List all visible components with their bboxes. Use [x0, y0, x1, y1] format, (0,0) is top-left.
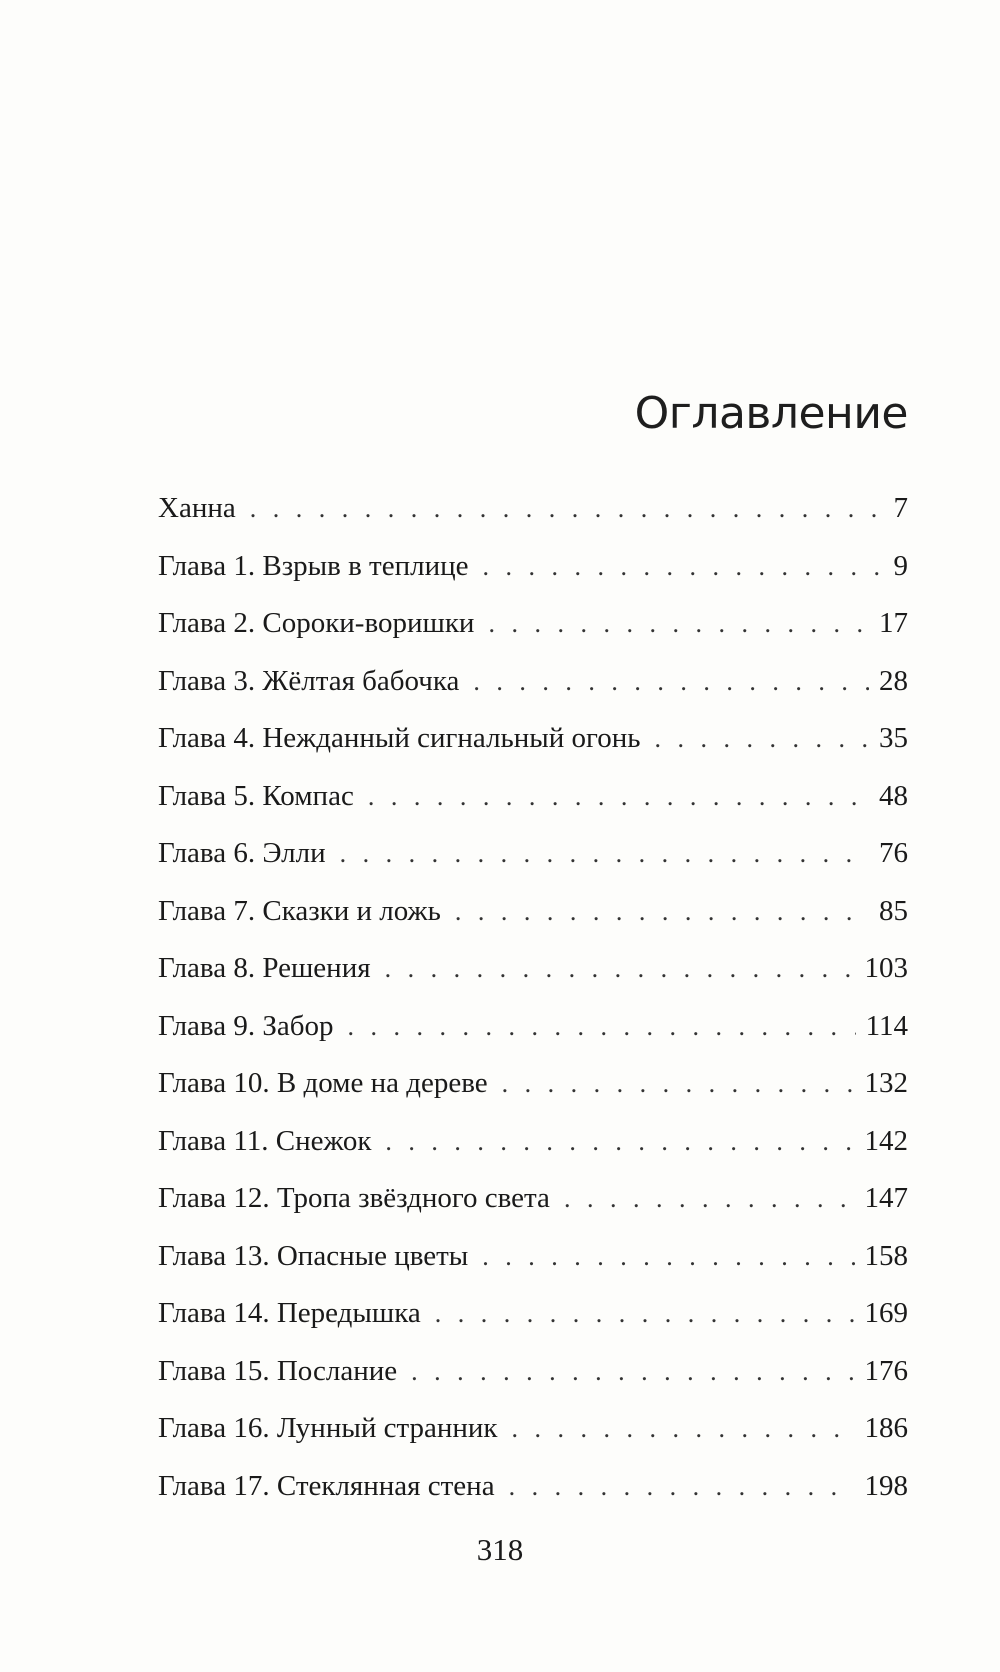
toc-leader-dots: [482, 1242, 854, 1272]
toc-leader-dots: [509, 1472, 855, 1502]
toc-leader-dots: [564, 1184, 855, 1214]
toc-entry: [158, 550, 908, 608]
toc-leader-dots: [340, 839, 869, 869]
toc-entry: [158, 895, 908, 953]
toc-entry: [158, 722, 908, 780]
toc-leader-dots: [488, 609, 869, 639]
toc-entry-label: Глава 5. Компас: [158, 779, 354, 812]
toc-entry-label: Глава 13. Опасные цветы: [158, 1239, 469, 1272]
toc-entry-page: 7: [893, 492, 908, 524]
toc-leader-dots: [435, 1299, 855, 1329]
toc-entry-page: 85: [879, 894, 908, 927]
toc-entry: [158, 837, 908, 895]
toc-entry: [158, 780, 908, 838]
toc-entry-label: Глава 14. Передышка: [158, 1297, 421, 1329]
toc-entry: [158, 1470, 908, 1528]
toc-entry-label: Глава 9. Забор: [158, 1009, 334, 1042]
toc-entry-page: 28: [879, 664, 908, 697]
toc-entry: [158, 607, 908, 665]
toc-entry-label: Глава 7. Сказки и ложь: [158, 894, 441, 927]
toc-leader-dots: [482, 552, 883, 582]
toc-entry: [158, 1240, 908, 1298]
toc-entry-page: 76: [879, 837, 908, 869]
toc-entry-page: 17: [879, 607, 908, 639]
toc-entry-page: 48: [879, 779, 908, 812]
toc-entry-page: 176: [864, 1354, 908, 1387]
toc-entry-label: Глава 17. Стеклянная стена: [158, 1469, 495, 1502]
toc-entry-page: 103: [864, 952, 908, 984]
toc-entry-label: Глава 8. Решения: [158, 952, 371, 984]
toc-entry-label: Глава 3. Жёлтая бабочка: [158, 664, 460, 697]
toc-entry: [158, 1182, 908, 1240]
toc-entry: [158, 1297, 908, 1355]
toc-entry-page: 158: [864, 1239, 908, 1272]
toc-entry-page: 198: [864, 1469, 908, 1502]
toc-entry-label: Глава 1. Взрыв в теплице: [158, 549, 469, 582]
toc-leader-dots: [250, 494, 884, 524]
toc-entry-label: Глава 6. Элли: [158, 837, 326, 869]
toc-entry-page: 9: [893, 549, 908, 582]
toc-leader-dots: [512, 1414, 855, 1444]
toc-entry: [158, 665, 908, 723]
toc-entry-label: Глава 11. Снежок: [158, 1124, 372, 1157]
toc-entry-page: 114: [865, 1009, 908, 1042]
toc-entry: [158, 1125, 908, 1183]
toc-list: [158, 492, 908, 1527]
toc-entry-label: Глава 4. Нежданный сигнальный огонь: [158, 722, 641, 754]
toc-leader-dots: [385, 1127, 854, 1157]
toc-entry-label: Ханна: [158, 492, 236, 524]
toc-entry-label: Глава 10. В доме на дереве: [158, 1067, 488, 1099]
toc-entry: [158, 952, 908, 1010]
toc-entry-page: 132: [864, 1067, 908, 1099]
toc-entry-label: Глава 2. Сороки-воришки: [158, 607, 475, 639]
toc-entry-page: 169: [864, 1297, 908, 1329]
toc-leader-dots: [455, 897, 869, 927]
toc-entry-label: Глава 12. Тропа звёздного света: [158, 1182, 550, 1214]
toc-entry: [158, 1355, 908, 1413]
toc-leader-dots: [348, 1012, 856, 1042]
toc-entry-page: 142: [864, 1124, 908, 1157]
toc-leader-dots: [411, 1357, 854, 1387]
toc-leader-dots: [502, 1069, 855, 1099]
toc-entry-label: Глава 15. Послание: [158, 1354, 398, 1387]
toc-leader-dots: [368, 782, 869, 812]
toc-entry: [158, 492, 908, 550]
toc-entry-page: 35: [879, 722, 908, 754]
toc-title: Оглавление: [634, 388, 908, 439]
toc-entry: [158, 1412, 908, 1470]
toc-leader-dots: [385, 954, 855, 984]
toc-entry: [158, 1010, 908, 1068]
page-number: 318: [476, 1532, 524, 1567]
toc-entry-page: 147: [864, 1182, 908, 1214]
toc-leader-dots: [473, 667, 869, 697]
toc-entry: [158, 1067, 908, 1125]
toc-entry-page: 186: [864, 1412, 908, 1444]
toc-entry-label: Глава 16. Лунный странник: [158, 1412, 498, 1444]
toc-leader-dots: [654, 724, 869, 754]
